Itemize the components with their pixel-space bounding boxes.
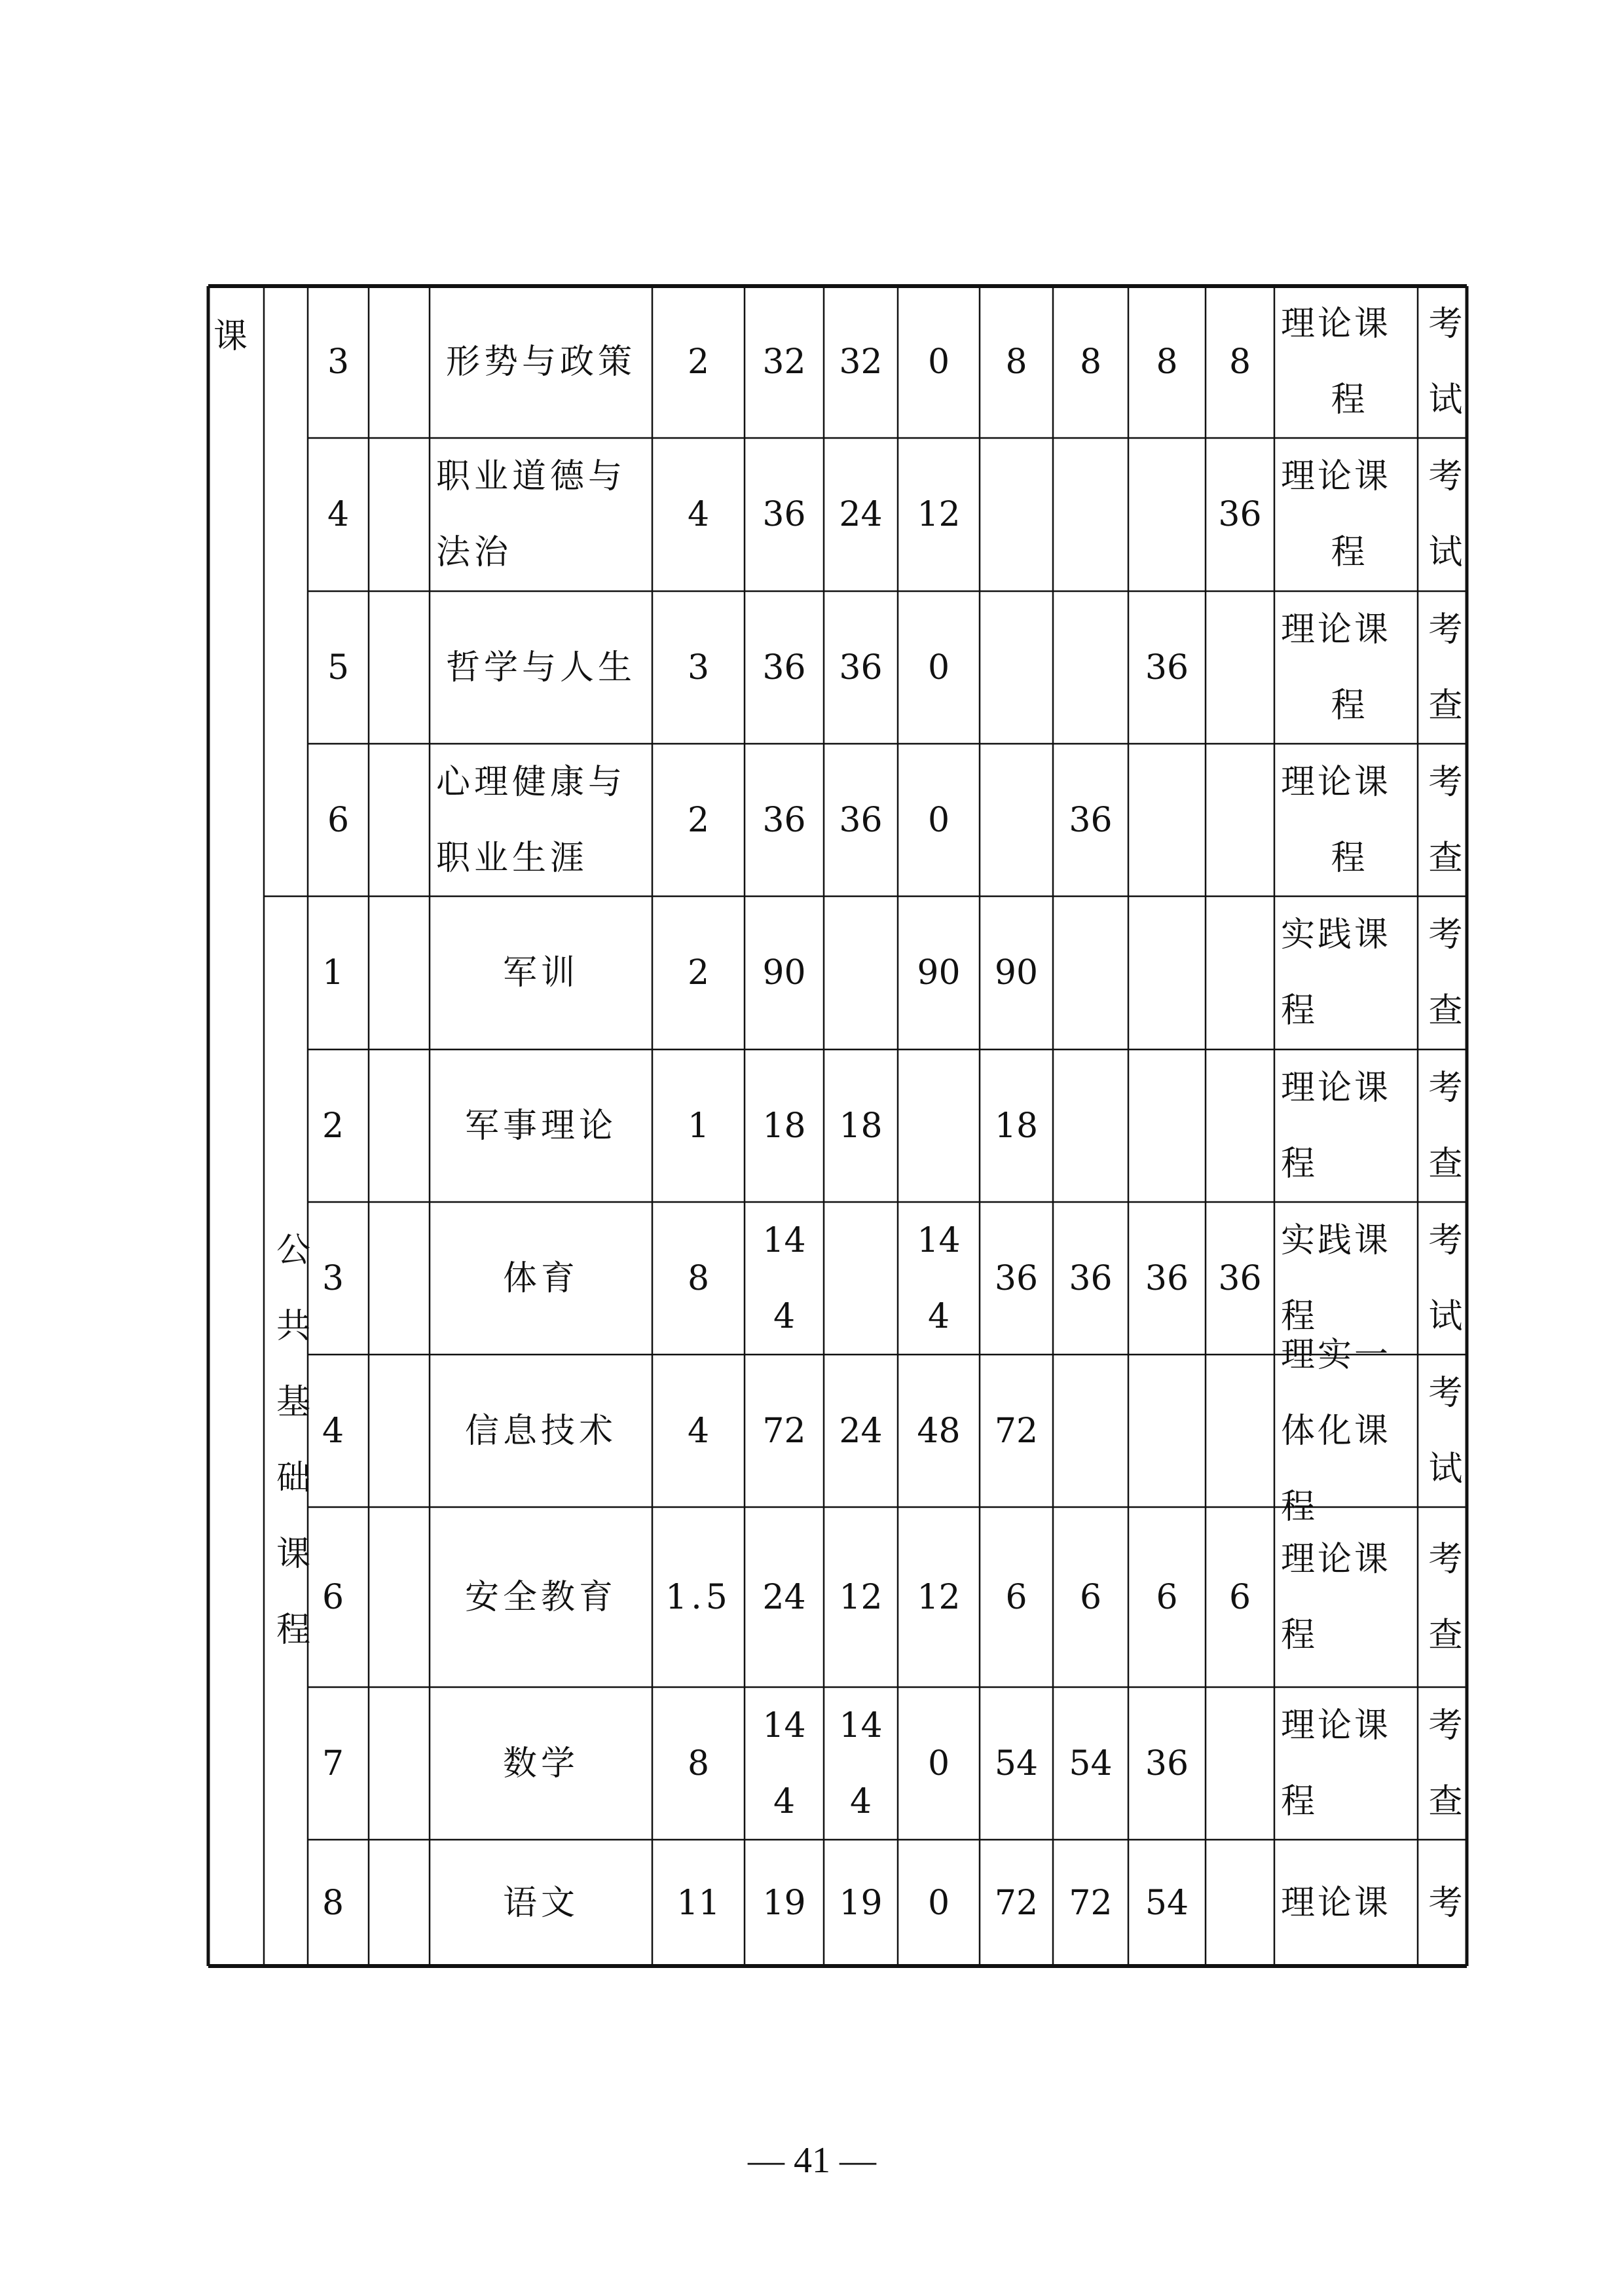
course-type-line: 程 xyxy=(1281,1615,1318,1655)
practice-hours: 144 xyxy=(917,1220,961,1336)
row-number: 2 xyxy=(322,1106,344,1146)
course-type-line: 程 xyxy=(1281,1296,1318,1336)
course-type xyxy=(1281,1688,1418,1840)
assessment-line: 考 xyxy=(1428,915,1463,955)
course-name xyxy=(436,439,652,591)
assessment-line: 试 xyxy=(1428,533,1463,572)
practice-hours: 48 xyxy=(917,1411,961,1451)
course-name-line: 安全教育 xyxy=(464,1577,617,1617)
practice-hours: 0 xyxy=(927,1883,950,1923)
credits: 3 xyxy=(687,647,710,687)
row-number: 3 xyxy=(327,342,350,382)
assessment xyxy=(1424,1050,1467,1202)
assessment-line: 考 xyxy=(1428,1883,1463,1923)
course-type xyxy=(1281,592,1418,744)
semester-2-hours: 36 xyxy=(1069,800,1113,840)
theory-hours: 144 xyxy=(839,1705,883,1821)
semester-2-hours: 6 xyxy=(1079,1577,1102,1617)
course-type xyxy=(1281,1865,1418,1941)
total-hours: 36 xyxy=(762,800,806,840)
semester-1-hours: 54 xyxy=(994,1743,1039,1783)
course-name-line: 军训 xyxy=(502,953,579,993)
theory-hours: 24 xyxy=(839,495,883,534)
course-name-line: 信息技术 xyxy=(464,1411,617,1451)
semester-3-hours: 6 xyxy=(1156,1577,1178,1617)
semester-3-hours: 36 xyxy=(1145,647,1189,687)
theory-hours: 24 xyxy=(839,1411,883,1451)
course-name-line: 职业生涯 xyxy=(436,838,589,878)
course-type-line: 实践课 xyxy=(1281,915,1392,955)
course-name-line: 形势与政策 xyxy=(445,342,636,382)
course-type-line: 程 xyxy=(1331,685,1368,725)
practice-hours: 12 xyxy=(917,1577,961,1617)
assessment-line: 考 xyxy=(1428,457,1463,496)
course-name-line: 法治 xyxy=(436,533,513,572)
assessment xyxy=(1424,1522,1467,1673)
table-group-label-fragment: 课 xyxy=(213,317,248,356)
assessment xyxy=(1424,286,1467,438)
total-hours: 36 xyxy=(762,647,806,687)
course-type-line: 程 xyxy=(1281,1781,1318,1821)
practice-hours: 0 xyxy=(927,800,950,840)
assessment xyxy=(1424,1203,1467,1355)
credits: 8 xyxy=(687,1743,710,1783)
credits: 11 xyxy=(676,1883,720,1923)
theory-hours: 32 xyxy=(839,342,883,382)
semester-4-hours: 6 xyxy=(1228,1577,1251,1617)
total-hours: 144 xyxy=(762,1705,806,1821)
course-type-line: 程 xyxy=(1331,838,1368,878)
course-type xyxy=(1281,897,1418,1049)
semester-3-hours: 8 xyxy=(1156,342,1178,382)
course-type-line: 实践课 xyxy=(1281,1220,1392,1260)
credits: 2 xyxy=(687,800,710,840)
assessment-line: 考 xyxy=(1428,1373,1463,1413)
course-type-line: 程 xyxy=(1281,991,1318,1030)
semester-3-hours: 36 xyxy=(1145,1743,1189,1783)
assessment-line: 查 xyxy=(1428,838,1463,878)
row-number: 8 xyxy=(322,1883,344,1923)
course-name xyxy=(430,1559,652,1635)
course-name-line: 军事理论 xyxy=(464,1106,617,1146)
course-type-line: 理论课 xyxy=(1281,457,1392,496)
assessment-line: 查 xyxy=(1428,1781,1463,1821)
row-number: 4 xyxy=(327,495,350,534)
assessment xyxy=(1424,897,1467,1049)
course-type xyxy=(1281,1522,1418,1673)
course-type xyxy=(1281,1050,1418,1202)
semester-1-hours: 36 xyxy=(994,1258,1039,1298)
course-name-line: 体育 xyxy=(502,1258,579,1298)
theory-hours: 19 xyxy=(839,1883,883,1923)
semester-2-hours: 72 xyxy=(1069,1883,1113,1923)
row-number: 5 xyxy=(327,647,350,687)
assessment xyxy=(1424,592,1467,744)
course-type-line: 理论课 xyxy=(1281,762,1392,802)
total-hours: 90 xyxy=(762,953,806,993)
assessment xyxy=(1424,1688,1467,1840)
course-type xyxy=(1281,286,1418,438)
course-type-line: 程 xyxy=(1331,533,1368,572)
theory-hours: 12 xyxy=(839,1577,883,1617)
assessment-line: 考 xyxy=(1428,610,1463,649)
practice-hours: 90 xyxy=(917,953,961,993)
course-name-line: 数学 xyxy=(502,1743,579,1783)
total-hours: 18 xyxy=(762,1106,806,1146)
practice-hours: 0 xyxy=(927,647,950,687)
course-name-line: 哲学与人生 xyxy=(445,647,636,687)
page-number: — 41 — xyxy=(748,2140,876,2181)
course-name xyxy=(430,1088,652,1164)
public-basic-course-label-char: 公 xyxy=(276,1231,310,1270)
theory-hours: 36 xyxy=(839,800,883,840)
row-number: 3 xyxy=(322,1258,344,1298)
semester-1-hours: 72 xyxy=(994,1411,1039,1451)
assessment-line: 试 xyxy=(1428,1449,1463,1489)
credits: 2 xyxy=(687,953,710,993)
public-basic-course-label-char: 基 xyxy=(276,1383,310,1422)
assessment-line: 查 xyxy=(1428,991,1463,1030)
course-type-line: 体化课 xyxy=(1281,1411,1392,1451)
assessment-line: 试 xyxy=(1428,380,1463,420)
course-type-line: 理实一 xyxy=(1281,1335,1392,1375)
semester-1-hours: 90 xyxy=(994,953,1039,993)
course-name-line: 职业道德与 xyxy=(436,457,627,496)
credits: 1 xyxy=(687,1106,710,1146)
row-number: 1 xyxy=(322,953,344,993)
assessment-line: 查 xyxy=(1428,685,1463,725)
total-hours: 24 xyxy=(762,1577,806,1617)
credits: 1.5 xyxy=(665,1577,731,1617)
assessment-line: 考 xyxy=(1428,1068,1463,1108)
semester-2-hours: 54 xyxy=(1069,1743,1113,1783)
course-name xyxy=(430,1726,652,1802)
public-basic-course-label-char: 共 xyxy=(276,1307,310,1346)
public-basic-course-label-char: 课 xyxy=(276,1535,310,1574)
assessment-line: 查 xyxy=(1428,1615,1463,1655)
row-number: 7 xyxy=(322,1743,344,1783)
credits: 2 xyxy=(687,342,710,382)
semester-3-hours: 36 xyxy=(1145,1258,1189,1298)
semester-4-hours: 36 xyxy=(1218,1258,1262,1298)
course-type-line: 理论课 xyxy=(1281,1705,1392,1745)
assessment-line: 查 xyxy=(1428,1144,1463,1184)
total-hours: 19 xyxy=(762,1883,806,1923)
course-name xyxy=(430,1241,652,1317)
semester-1-hours: 72 xyxy=(994,1883,1039,1923)
course-type-line: 程 xyxy=(1331,380,1368,420)
public-basic-course-label-char: 础 xyxy=(276,1459,310,1498)
semester-1-hours: 18 xyxy=(994,1106,1039,1146)
course-type-line: 理论课 xyxy=(1281,304,1392,344)
total-hours: 72 xyxy=(762,1411,806,1451)
semester-4-hours: 8 xyxy=(1228,342,1251,382)
course-name xyxy=(436,744,652,896)
semester-3-hours: 54 xyxy=(1145,1883,1189,1923)
assessment xyxy=(1424,744,1467,896)
course-type-line: 理论课 xyxy=(1281,610,1392,649)
practice-hours: 0 xyxy=(927,1743,950,1783)
course-type xyxy=(1281,744,1418,896)
course-name-line: 心理健康与 xyxy=(436,762,627,802)
assessment-line: 考 xyxy=(1428,762,1463,802)
total-hours: 36 xyxy=(762,495,806,534)
course-type-line: 理论课 xyxy=(1281,1883,1392,1923)
practice-hours: 12 xyxy=(917,495,961,534)
credits: 4 xyxy=(687,495,710,534)
assessment-line: 考 xyxy=(1428,1705,1463,1745)
course-type-line: 理论课 xyxy=(1281,1539,1392,1579)
credits: 8 xyxy=(687,1258,710,1298)
row-number: 4 xyxy=(322,1411,344,1451)
semester-2-hours: 36 xyxy=(1069,1258,1113,1298)
assessment-line: 考 xyxy=(1428,1539,1463,1579)
course-type-line: 程 xyxy=(1281,1144,1318,1184)
assessment-line: 试 xyxy=(1428,1296,1463,1336)
assessment xyxy=(1424,1865,1467,1941)
semester-1-hours: 8 xyxy=(1005,342,1027,382)
public-basic-course-label xyxy=(274,1212,313,1668)
course-type-line: 理论课 xyxy=(1281,1068,1392,1108)
course-name xyxy=(430,1865,652,1941)
course-type xyxy=(1281,1317,1418,1545)
course-type xyxy=(1281,439,1418,591)
course-name xyxy=(430,324,652,400)
total-hours: 144 xyxy=(762,1220,806,1336)
semester-1-hours: 6 xyxy=(1005,1577,1027,1617)
course-name xyxy=(430,935,652,1011)
course-name xyxy=(430,630,652,706)
assessment-line: 考 xyxy=(1428,1220,1463,1260)
assessment-line: 考 xyxy=(1428,304,1463,344)
assessment xyxy=(1424,439,1467,591)
theory-hours: 18 xyxy=(839,1106,883,1146)
row-number: 6 xyxy=(327,800,350,840)
row-number: 6 xyxy=(322,1577,344,1617)
assessment xyxy=(1424,1355,1467,1507)
total-hours: 32 xyxy=(762,342,806,382)
course-name-line: 语文 xyxy=(502,1883,579,1923)
course-type-line: 程 xyxy=(1281,1487,1318,1527)
credits: 4 xyxy=(687,1411,710,1451)
public-basic-course-label-char: 程 xyxy=(276,1611,310,1650)
practice-hours: 0 xyxy=(927,342,950,382)
semester-4-hours: 36 xyxy=(1218,495,1262,534)
semester-2-hours: 8 xyxy=(1079,342,1102,382)
theory-hours: 36 xyxy=(839,647,883,687)
course-name xyxy=(430,1393,652,1469)
